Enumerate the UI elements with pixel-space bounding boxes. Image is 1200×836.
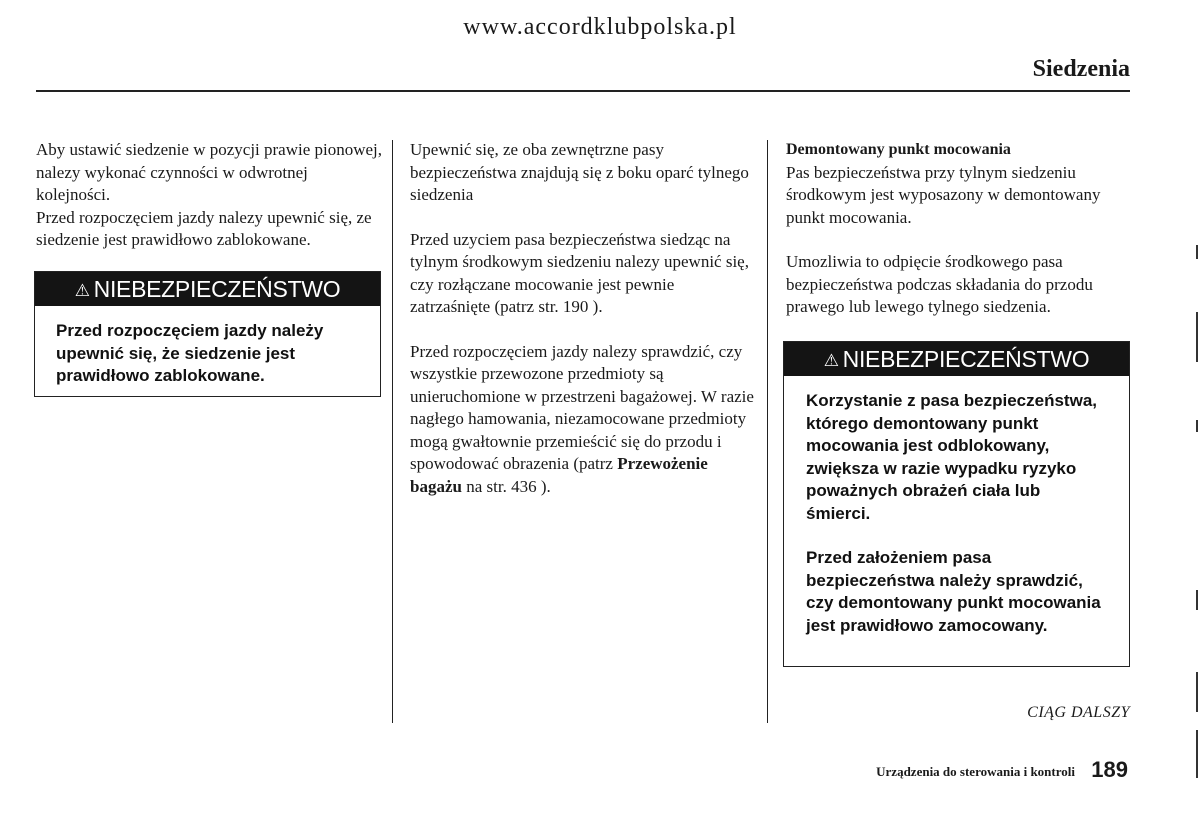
scan-edge-mark	[1196, 672, 1198, 712]
scan-edge-mark	[1196, 590, 1198, 610]
header-rule	[36, 90, 1130, 92]
col2-paragraph-2: Przed uzyciem pasa bezpieczeństwa siedząc na tylnym środkowym siedzeniu nalezy upewnić się, czy rozłączane mocowanie jest pewnie zatrzaśnięte (patrz str. 190 ).	[410, 229, 749, 316]
scan-edge-mark	[1196, 245, 1198, 259]
warning-text-1: Przed rozpoczęciem jazdy należy upewnić się, że siedzenie jest prawidłowo zablokowane.	[56, 321, 324, 385]
col2-paragraph-3	[410, 341, 755, 499]
site-url: www.accordklubpolska.pl	[463, 14, 737, 40]
warning-body-2	[784, 376, 1129, 637]
warning-header-2	[784, 342, 1129, 376]
warning-body-1	[35, 306, 380, 388]
warning-text-2b: Przed założeniem pasa bezpieczeństwa należy sprawdzić, czy demontowany punkt mocowania jest prawidłowo zamocowany.	[806, 548, 1101, 635]
warning-header-1	[35, 272, 380, 306]
warning-text-2a: Korzystanie z pasa bezpieczeństwa, którego demontowany punkt mocowania jest odblokowany, zwiększa w razie wypadku ryzyko poważnych obrażeń ciała lub śmierci.	[806, 391, 1097, 523]
warning-title-2: NIEBEZPIECZEŃSTWO	[842, 346, 1090, 372]
continued-label: CIĄG DALSZY	[1027, 704, 1130, 721]
warning-triangle-icon: ⚠	[823, 351, 839, 370]
section-title: Siedzenia	[1032, 56, 1130, 82]
luggage-reference: Przewożenie bagażu	[410, 454, 708, 496]
warning-triangle-icon: ⚠	[74, 281, 90, 300]
col3-paragraph-1: Pas bezpieczeństwa przy tylnym siedzeniu środkowym jest wyposazony w demontowany punkt mocowania.	[786, 162, 1101, 227]
scan-edge-mark	[1196, 420, 1198, 432]
col2-paragraph-3-text: Przed rozpoczęciem jazdy nalezy sprawdzić, czy wszystkie przewozone przedmioty są unieruchomione w przestrzeni bagażowej. W razie nagłego hamowania, niezamocowane przedmioty mogą gwałtownie przemieścić się do przodu i spowodować obrazenia (patrz	[410, 341, 754, 473]
column-2	[410, 139, 755, 520]
column-1	[36, 139, 386, 274]
col1-paragraph-2: Przed rozpoczęciem jazdy nalezy upewnić się, ze siedzenie jest prawidłowo zablokowane.	[36, 207, 372, 249]
col2-paragraph-1: Upewnić się, ze oba zewnętrzne pasy bezpieczeństwa znajdują się z boku oparć tylnego siedzenia	[410, 140, 749, 204]
warning-box-2	[783, 341, 1130, 667]
col1-paragraph-1: Aby ustawić siedzenie w pozycji prawie pionowej, nalezy wykonać czynności w odwrotnej kolejności.	[36, 140, 383, 204]
column-3	[786, 139, 1131, 341]
column-divider-1	[392, 140, 393, 723]
column-divider-2	[767, 140, 768, 723]
warning-box-1	[34, 271, 381, 397]
col3-paragraph-2: Umozliwia to odpięcie środkowego pasa bezpieczeństwa podczas składania do przodu prawego lub lewego tylnego siedzenia.	[786, 252, 1093, 316]
page-number: 189	[1091, 757, 1128, 782]
col3-heading: Demontowany punkt mocowania	[786, 141, 1011, 158]
scan-edge-mark	[1196, 730, 1198, 778]
warning-title-1: NIEBEZPIECZEŃSTWO	[93, 276, 341, 302]
col2-paragraph-3-tail: na str. 436 ).	[461, 476, 551, 496]
footer-section-title: Urządzenia do sterowania i kontroli	[876, 764, 1075, 779]
scan-edge-mark	[1196, 312, 1198, 362]
